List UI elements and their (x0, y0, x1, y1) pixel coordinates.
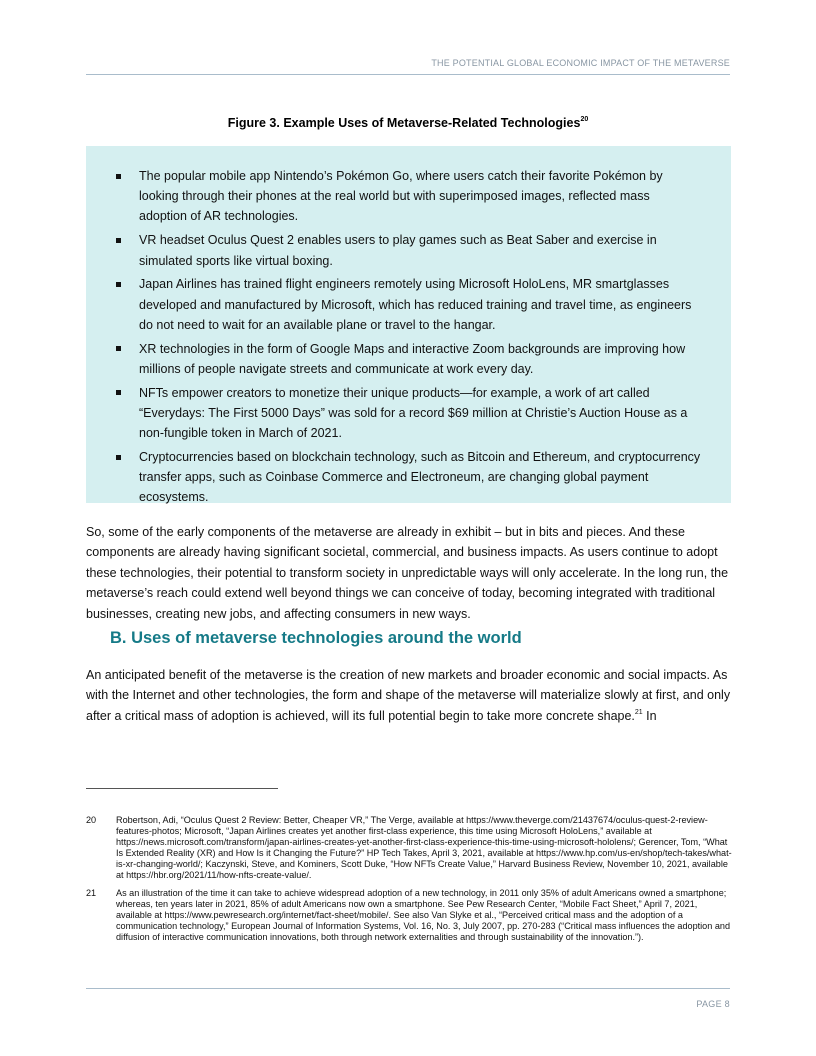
footer-divider (86, 988, 730, 989)
figure-caption (86, 116, 730, 130)
body-paragraph-2-text: An anticipated benefit of the metaverse is the creation of new markets and broader economic and social impacts. As with the Internet and other technologies, the form and shape of the metaverse will materialize slowly at first, and only after a critical mass of adoption is achieved, will its full potential begin to take more concrete shape. (86, 668, 731, 723)
square-bullet-icon (116, 282, 121, 287)
running-header: THE POTENTIAL GLOBAL ECONOMIC IMPACT OF THE METAVERSE (431, 58, 730, 68)
figure-bullet-list (116, 166, 701, 508)
figure-caption-text: Figure 3. Example Uses of Metaverse-Related Technologies (227, 116, 581, 130)
list-item (116, 339, 701, 379)
footnote-21 (86, 888, 734, 943)
square-bullet-icon (116, 238, 121, 243)
list-item (116, 166, 701, 227)
list-item-text: XR technologies in the form of Google Maps and interactive Zoom backgrounds are improving how millions of people navigate streets and communicate at work every day. (139, 341, 686, 376)
page-number: PAGE 8 (696, 999, 730, 1009)
square-bullet-icon (116, 346, 121, 351)
list-item-text: Japan Airlines has trained flight engineers remotely using Microsoft HoloLens, MR smartglasses developed and manufactured by Microsoft, which has reduced training and travel time, as engineers do not need to wait for an available plane or travel to the hangar. (139, 277, 692, 332)
footnote-text: Robertson, Adi, “Oculus Quest 2 Review: Better, Cheaper VR,” The Verge, available at https://www.theverge.com/21437674/oculus-quest-2-review-features-photos; Microsoft, “Japan Airlines creates yet another first-class experience, this time using Microsoft HoloLens,” available at https://news.microsoft.com/transform/japan-airlines-creates-yet-another-first-class-experience-this-time-using-microsoft-hololens/; Gerencer, Tom, “What Is Extended Reality (XR) and How Is it Changing the Future?” HP Tech Takes, April 3, 2021, available at https://www.hp.com/us-en/shop/tech-takes/what-is-xr-changing-world/; Kaczynski, Steve, and Kominers, Scott Duke, “How NFTs Create Value,” Harvard Business Review, November 10, 2021, available at https://hbr.org/2021/11/how-nfts-create-value/. (116, 815, 732, 880)
footnote-divider (86, 788, 278, 789)
square-bullet-icon (116, 455, 121, 460)
footnote-number: 20 (86, 815, 97, 825)
figure-callout-box (86, 146, 731, 503)
list-item-text: The popular mobile app Nintendo’s Pokémon Go, where users catch their favorite Pokémon by looking through their phones at the real world but with superimposed images, reflected mass adoption of AR technologies. (139, 169, 663, 224)
footnote-number: 21 (86, 888, 97, 898)
body-paragraph-2-tail: In (642, 708, 657, 723)
body-paragraph-1: So, some of the early components of the metaverse are already in exhibit – but in bits and pieces. And these components are already having significant societal, commercial, and business impacts. As users continue to adopt these technologies, their potential to transform society in unpredictable ways will only accelerate. In the long run, the metaverse’s reach could extend well beyond things we can conceive of today, becoming integrated with traditional businesses, creating new jobs, and affecting consumers in new ways. (86, 525, 729, 621)
list-item (116, 230, 701, 270)
footnote-ref-21[interactable]: 21 (634, 708, 643, 716)
list-item-text: NFTs empower creators to monetize their unique products—for example, a work of art called “Everydays: The First 5000 Days” was sold for a record $69 million at Christie’s Auction House as a non-fungible token in March of 2021. (139, 385, 688, 441)
list-item (116, 274, 701, 335)
square-bullet-icon (116, 390, 121, 395)
section-heading: B. Uses of metaverse technologies around the world (110, 629, 522, 647)
square-bullet-icon (116, 174, 121, 179)
figure-caption-footnote-ref[interactable]: 20 (580, 116, 589, 123)
list-item (116, 383, 701, 444)
list-item-text: Cryptocurrencies based on blockchain technology, such as Bitcoin and Ethereum, and cryptocurrency transfer apps, such as Coinbase Commerce and Electroneum, are changing global payment ecosystems. (139, 450, 701, 505)
list-item-text: VR headset Oculus Quest 2 enables users to play games such as Beat Saber and exercise in simulated sports like virtual boxing. (139, 233, 657, 268)
footnote-text: As an illustration of the time it can take to achieve widespread adoption of a new technology, in 2011 only 35% of adult Americans owned a smartphone; whereas, ten years later in 2021, 85% of adult Americans now own a smartphone. See Pew Research Center, “Mobile Fact Sheet,” April 7, 2021, available at https://www.pewresearch.org/internet/fact-sheet/mobile/. See also Van Slyke et al., “Perceived critical mass and the adoption of a communication technology,” European Journal of Information Systems, Vol. 16, No. 3, July 2007, pp. 270-283 (“Critical mass influences the adoption and diffusion of interactive communication innovations, both through network externalities and through sustainability of the innovation.”). (116, 888, 730, 942)
footnote-20 (86, 815, 734, 880)
body-paragraph-2 (86, 665, 732, 726)
header-divider (86, 74, 730, 75)
list-item (116, 447, 701, 508)
